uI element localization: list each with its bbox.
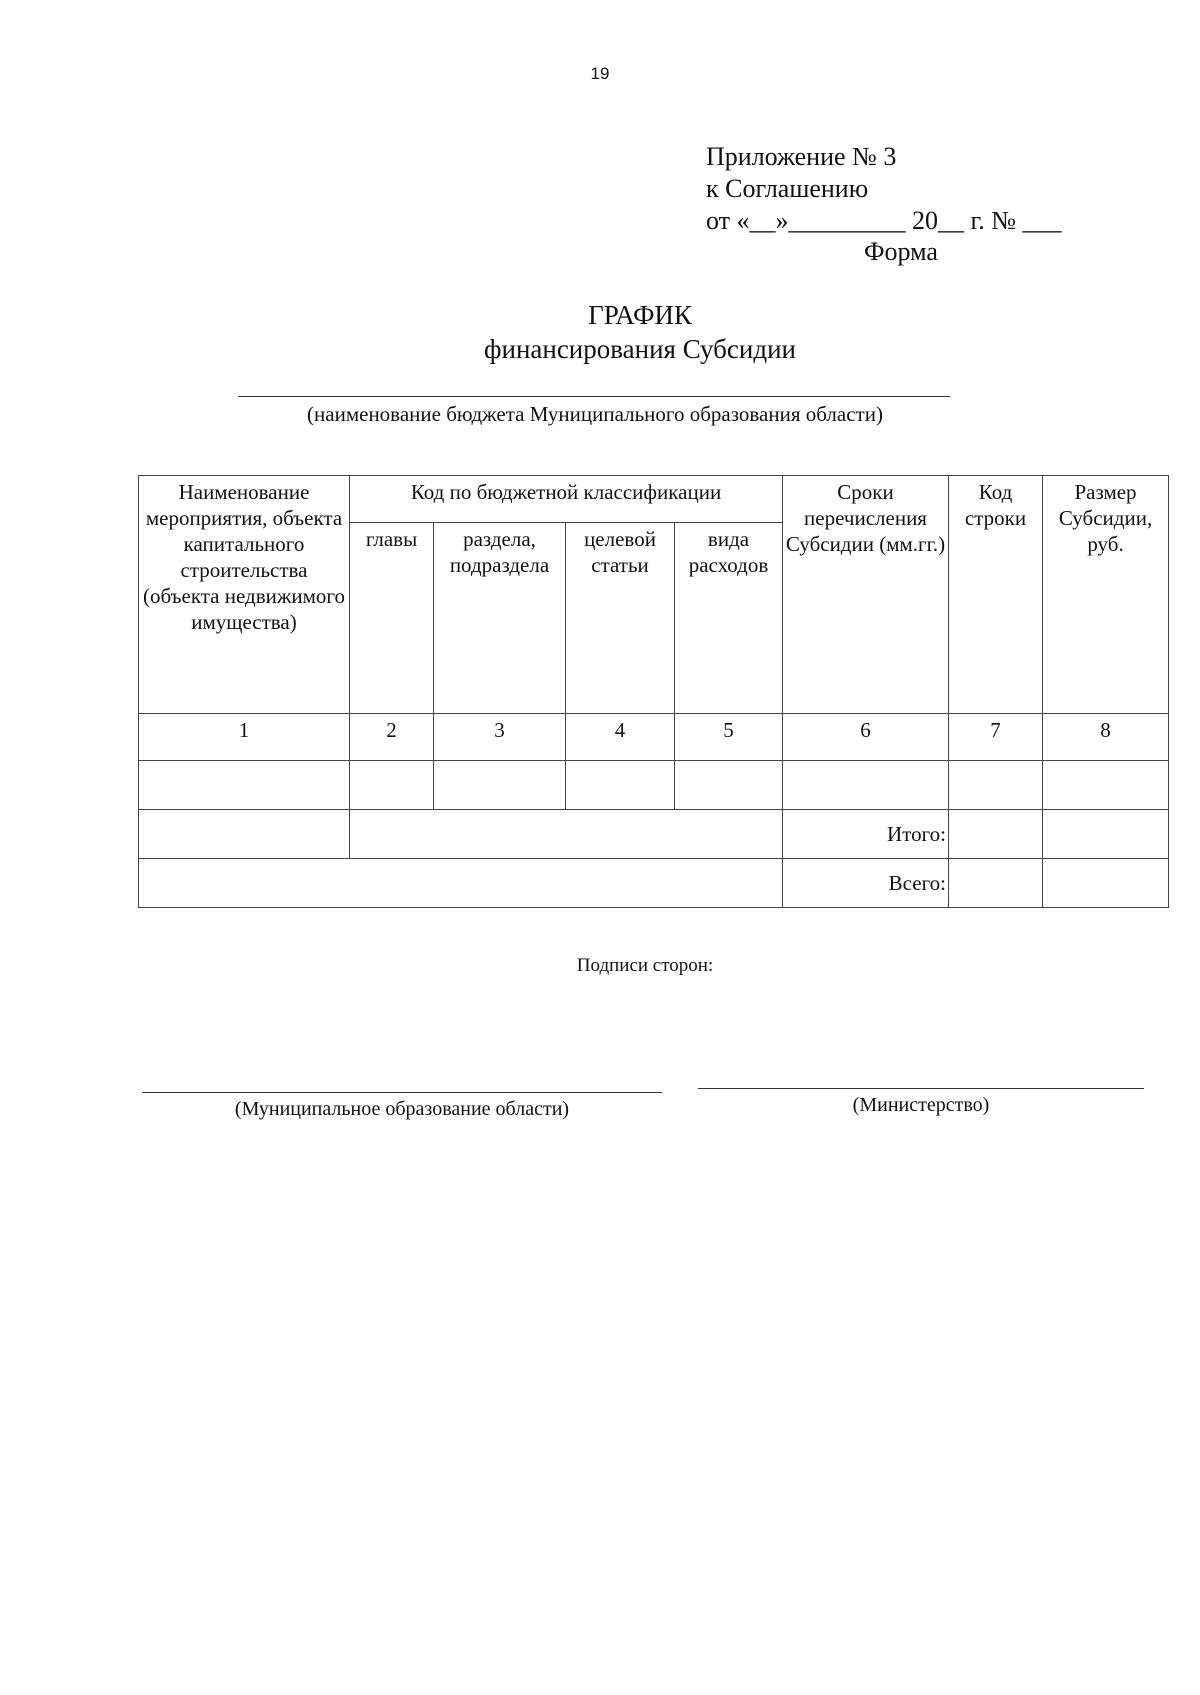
- total-label: Всего:: [783, 859, 949, 908]
- empty-cell: [675, 761, 783, 810]
- subtotal-label: Итого:: [783, 810, 949, 859]
- empty-cell: [949, 761, 1043, 810]
- page-number: 19: [590, 64, 610, 83]
- signature-line-ministry: [698, 1088, 1144, 1089]
- empty-cell: [1043, 810, 1169, 859]
- header-budget-code-group: Код по бюджетной классификации: [350, 476, 783, 523]
- budget-caption: (наименование бюджета Муниципального образования области): [307, 402, 883, 426]
- empty-cell: [434, 761, 566, 810]
- header-terms-column: Сроки перечисления Субсидии (мм.гг.): [783, 476, 949, 714]
- header-row-code-column: Код строки: [949, 476, 1043, 714]
- signatures-title: Подписи сторон:: [576, 955, 714, 976]
- empty-cell: [1043, 859, 1169, 908]
- form-label: Форма: [864, 237, 938, 266]
- document-subtitle: финансирования Субсидии: [484, 334, 796, 364]
- empty-cell: [350, 761, 434, 810]
- header-amount-column: Размер Субсидии, руб.: [1043, 476, 1169, 714]
- column-number: 4: [566, 714, 675, 761]
- empty-cell: [139, 810, 350, 859]
- empty-cell: [949, 810, 1043, 859]
- appendix-date-line: от «__»_________ 20__ г. № ___: [706, 206, 1062, 235]
- signature-line-municipality: [142, 1092, 662, 1093]
- budget-name-line: [238, 396, 950, 397]
- header-target-article: целевой статьи: [566, 523, 675, 714]
- signature-caption-municipality: (Муниципальное образование области): [234, 1098, 570, 1120]
- appendix-number: Приложение № 3: [706, 142, 897, 171]
- total-row: [139, 859, 1169, 908]
- empty-cell: [350, 810, 783, 859]
- appendix-agreement-ref: к Соглашению: [706, 174, 869, 203]
- subtotal-row: [139, 810, 1169, 859]
- column-number: 1: [139, 714, 350, 761]
- column-number: 8: [1043, 714, 1169, 761]
- header-chapter: главы: [350, 523, 434, 714]
- empty-cell: [783, 761, 949, 810]
- financing-schedule-table: [138, 475, 1169, 908]
- column-number: 2: [350, 714, 434, 761]
- column-number: 6: [783, 714, 949, 761]
- empty-cell: [566, 761, 675, 810]
- empty-cell: [1043, 761, 1169, 810]
- signature-caption-ministry: (Министерство): [852, 1094, 990, 1116]
- column-number: 3: [434, 714, 566, 761]
- empty-cell: [139, 761, 350, 810]
- header-name-column: Наименование мероприятия, объекта капитального строительства (объекта недвижимого имущества): [139, 476, 350, 714]
- header-expense-type: вида расходов: [675, 523, 783, 714]
- header-section: раздела, подраздела: [434, 523, 566, 714]
- empty-cell: [139, 859, 783, 908]
- document-title: ГРАФИК: [588, 300, 692, 330]
- empty-cell: [949, 859, 1043, 908]
- column-number: 5: [675, 714, 783, 761]
- column-number: 7: [949, 714, 1043, 761]
- table-row: [139, 761, 1169, 810]
